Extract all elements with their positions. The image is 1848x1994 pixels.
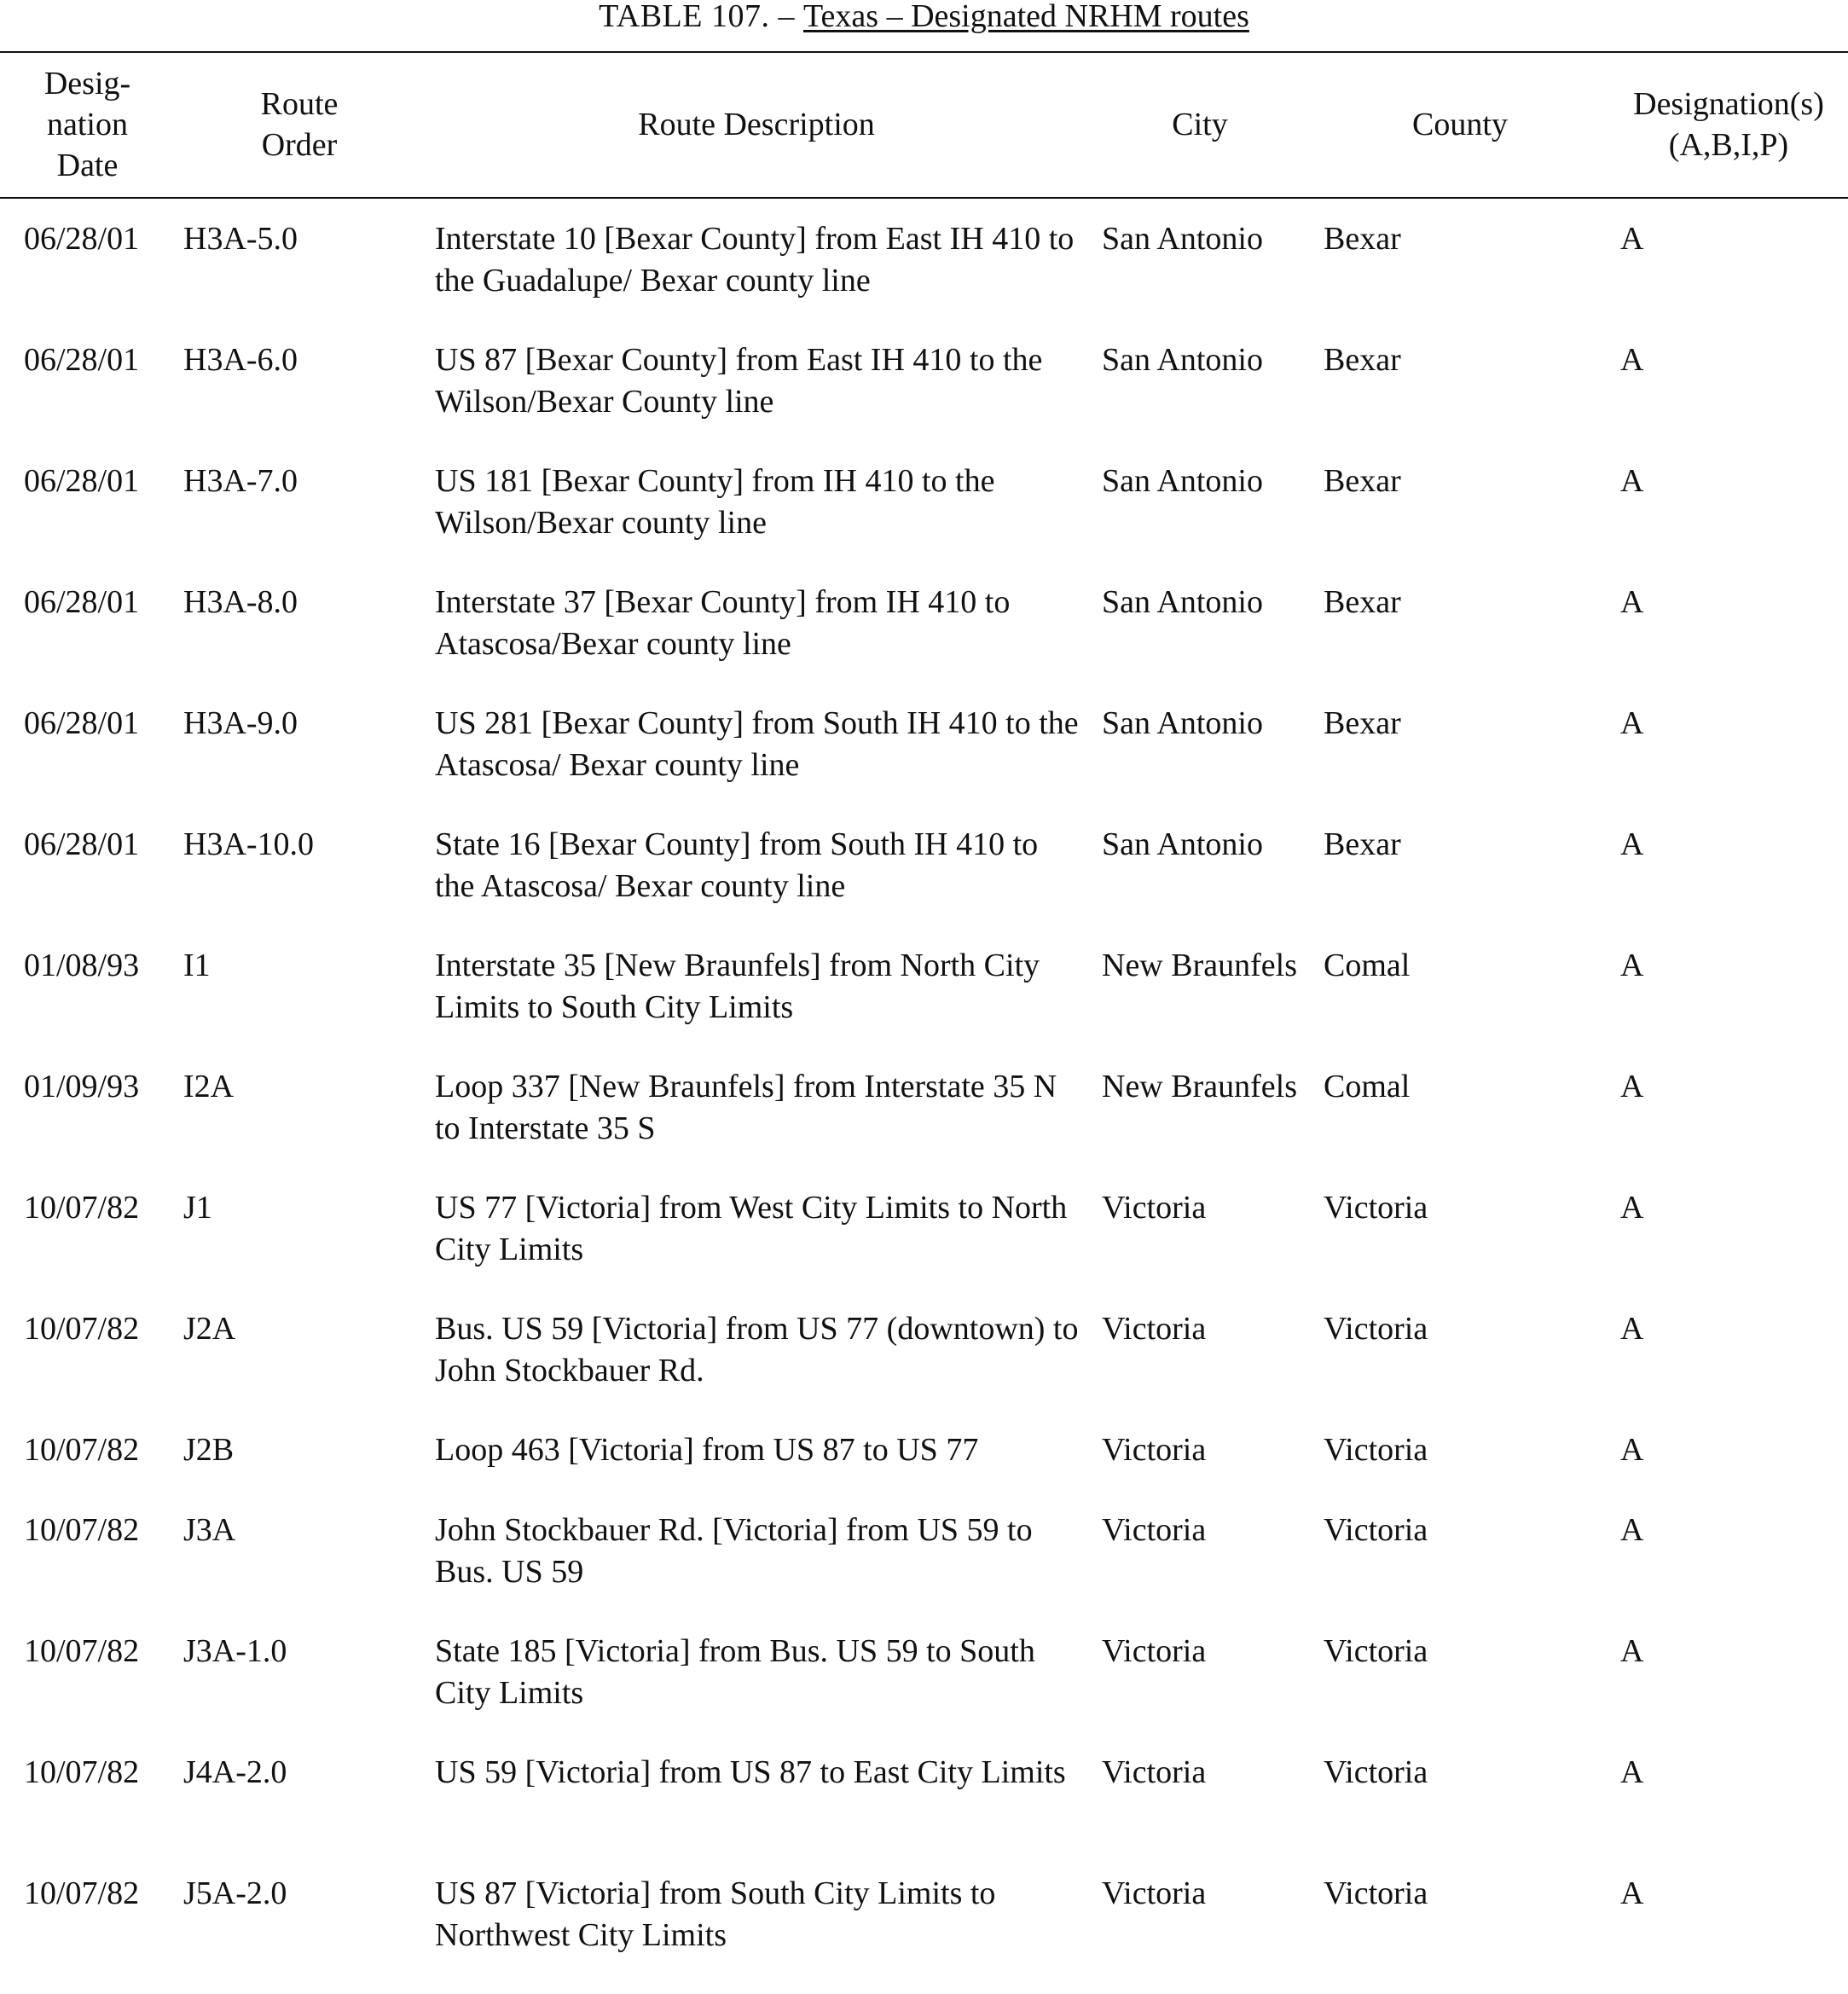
cell-date: 01/08/93 [24, 948, 140, 983]
cell-date: 01/09/93 [24, 1069, 140, 1104]
cell-route-description: Interstate 37 [Bexar County] from IH 410 to Atascosa/Bexar county line [435, 584, 1011, 662]
cell-date: 06/28/01 [24, 705, 140, 741]
cell-route-order: J3A-1.0 [183, 1633, 287, 1669]
cell-county: Bexar [1324, 221, 1401, 257]
cell-county: Bexar [1324, 342, 1401, 378]
table-row [0, 1429, 1848, 1510]
table-row [0, 703, 1848, 824]
cell-date: 10/07/82 [24, 1754, 140, 1790]
cell-city: San Antonio [1102, 342, 1263, 378]
table-row [0, 461, 1848, 582]
cell-route-description: US 181 [Bexar County] from IH 410 to the Wilson/Bexar county line [435, 463, 995, 541]
table-row [0, 945, 1848, 1066]
cell-date: 06/28/01 [24, 463, 140, 499]
header-designation-date: Desig- nation Date [43, 65, 131, 183]
table-body [0, 218, 1848, 1994]
cell-city: Victoria [1102, 1432, 1207, 1468]
table-row [0, 1631, 1848, 1752]
table-row [0, 1752, 1848, 1873]
table-caption [0, 0, 1848, 43]
cell-date: 10/07/82 [24, 1512, 140, 1548]
cell-route-description: Bus. US 59 [Victoria] from US 77 (downtown) to John Stockbauer Rd. [435, 1311, 1079, 1388]
cell-city: Victoria [1102, 1633, 1207, 1669]
cell-route-order: I2A [183, 1069, 235, 1104]
cell-designation: A [1620, 705, 1644, 741]
cell-date: 10/07/82 [24, 1875, 140, 1911]
cell-route-description: US 59 [Victoria] from US 87 to East City Limits [435, 1754, 1066, 1790]
cell-route-order: J2B [183, 1432, 235, 1468]
cell-city: San Antonio [1102, 221, 1263, 257]
cell-route-description: Loop 463 [Victoria] from US 87 to US 77 [435, 1432, 979, 1468]
cell-route-order: J3A [183, 1512, 236, 1548]
cell-city: Victoria [1102, 1512, 1207, 1548]
cell-designation: A [1620, 342, 1644, 378]
cell-county: Victoria [1324, 1754, 1428, 1790]
header-county: County [1412, 106, 1508, 142]
cell-county: Victoria [1324, 1512, 1428, 1548]
cell-city: San Antonio [1102, 463, 1263, 499]
cell-date: 10/07/82 [24, 1311, 140, 1347]
table-row [0, 339, 1848, 461]
cell-designation: A [1620, 1754, 1644, 1790]
cell-route-order: I1 [183, 948, 211, 983]
cell-designation: A [1620, 1311, 1644, 1347]
cell-route-order: H3A-9.0 [183, 705, 298, 741]
table-row [0, 582, 1848, 703]
cell-designation: A [1620, 826, 1644, 862]
header-city: City [1172, 106, 1228, 142]
cell-route-description: Interstate 35 [New Braunfels] from North City Limits to South City Limits [435, 948, 1040, 1025]
cell-date: 10/07/82 [24, 1190, 140, 1226]
cell-route-order: H3A-6.0 [183, 342, 298, 378]
cell-designation: A [1620, 948, 1644, 983]
table-row [0, 218, 1848, 339]
cell-county: Bexar [1324, 463, 1401, 499]
cell-route-description: State 16 [Bexar County] from South IH 410 to the Atascosa/ Bexar county line [435, 826, 1039, 904]
cell-county: Victoria [1324, 1311, 1428, 1347]
cell-date: 06/28/01 [24, 221, 140, 257]
cell-county: Victoria [1324, 1432, 1428, 1468]
header-route-order: Route Order [260, 85, 339, 163]
header-route-description: Route Description [638, 106, 875, 142]
cell-date: 06/28/01 [24, 826, 140, 862]
cell-route-order: H3A-8.0 [183, 584, 298, 620]
cell-county: Comal [1324, 948, 1411, 983]
cell-date: 06/28/01 [24, 342, 140, 378]
table-row [0, 824, 1848, 945]
cell-route-description: US 77 [Victoria] from West City Limits to North City Limits [435, 1190, 1068, 1267]
cell-city: Victoria [1102, 1754, 1207, 1790]
table-row [0, 1066, 1848, 1187]
cell-designation: A [1620, 221, 1644, 257]
cell-date: 06/28/01 [24, 584, 140, 620]
header-designations: Designation(s) (A,B,I,P) [1633, 85, 1824, 163]
cell-designation: A [1620, 584, 1644, 620]
cell-route-description: John Stockbauer Rd. [Victoria] from US 59 to Bus. US 59 [435, 1512, 1033, 1590]
cell-designation: A [1620, 1190, 1644, 1226]
table-number: TABLE 107. – [599, 0, 803, 34]
cell-date: 10/07/82 [24, 1633, 140, 1669]
cell-designation: A [1620, 1432, 1644, 1468]
cell-route-order: J4A-2.0 [183, 1754, 287, 1790]
cell-route-order: H3A-10.0 [183, 826, 315, 862]
cell-designation: A [1620, 1512, 1644, 1548]
cell-route-order: J5A-2.0 [183, 1875, 287, 1911]
cell-city: New Braunfels [1102, 1069, 1297, 1104]
cell-county: Bexar [1324, 826, 1401, 862]
cell-county: Bexar [1324, 705, 1401, 741]
table-row [0, 1308, 1848, 1429]
cell-county: Victoria [1324, 1190, 1428, 1226]
cell-city: Victoria [1102, 1875, 1207, 1911]
cell-designation: A [1620, 1069, 1644, 1104]
table-row [0, 1187, 1848, 1308]
cell-county: Victoria [1324, 1633, 1428, 1669]
table-row [0, 1510, 1848, 1631]
cell-route-order: H3A-7.0 [183, 463, 298, 499]
header-bottom-rule [0, 197, 1848, 199]
cell-city: San Antonio [1102, 584, 1263, 620]
cell-designation: A [1620, 463, 1644, 499]
cell-city: New Braunfels [1102, 948, 1297, 983]
cell-city: Victoria [1102, 1190, 1207, 1226]
cell-county: Bexar [1324, 584, 1401, 620]
cell-designation: A [1620, 1633, 1644, 1669]
cell-route-description: Loop 337 [New Braunfels] from Interstate 35 N to Interstate 35 S [435, 1069, 1057, 1146]
cell-designation: A [1620, 1875, 1644, 1911]
cell-county: Comal [1324, 1069, 1411, 1104]
cell-route-order: H3A-5.0 [183, 221, 298, 257]
cell-county: Victoria [1324, 1875, 1428, 1911]
cell-city: San Antonio [1102, 705, 1263, 741]
cell-date: 10/07/82 [24, 1432, 140, 1468]
cell-route-description: US 281 [Bexar County] from South IH 410 to the Atascosa/ Bexar county line [435, 705, 1079, 783]
cell-route-description: US 87 [Victoria] from South City Limits to Northwest City Limits [435, 1875, 996, 1953]
cell-city: Victoria [1102, 1311, 1207, 1347]
cell-route-order: J1 [183, 1190, 212, 1226]
cell-route-description: State 185 [Victoria] from Bus. US 59 to South City Limits [435, 1633, 1035, 1711]
cell-route-description: Interstate 10 [Bexar County] from East IH 410 to the Guadalupe/ Bexar county line [435, 221, 1075, 299]
cell-route-description: US 87 [Bexar County] from East IH 410 to the Wilson/Bexar County line [435, 342, 1043, 420]
cell-city: San Antonio [1102, 826, 1263, 862]
table-title: Texas – Designated NRHM routes [802, 0, 1249, 34]
table-row [0, 1873, 1848, 1994]
cell-route-order: J2A [183, 1311, 236, 1347]
